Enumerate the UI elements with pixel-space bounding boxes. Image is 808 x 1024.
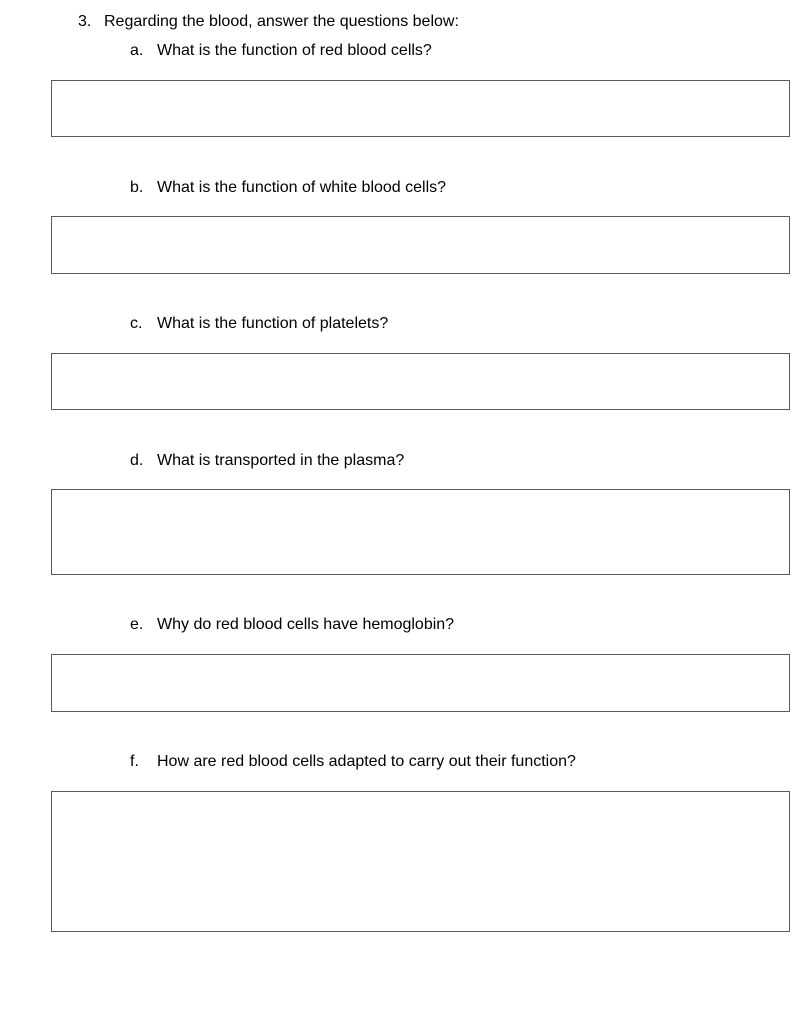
subquestion-letter: a.: [130, 42, 144, 59]
answer-box-c[interactable]: [51, 353, 790, 410]
subquestion-text: What is the function of platelets?: [157, 315, 389, 332]
answer-box-f[interactable]: [51, 791, 790, 932]
subquestion-d: [130, 451, 404, 471]
answer-box-e[interactable]: [51, 654, 790, 712]
question-number: 3.: [78, 13, 92, 30]
answer-box-b[interactable]: [51, 216, 790, 274]
subquestion-text: What is the function of white blood cells?: [157, 179, 447, 196]
subquestion-letter: f.: [130, 753, 139, 770]
answer-box-d[interactable]: [51, 489, 790, 575]
subquestion-e: [130, 615, 454, 635]
question-text: Regarding the blood, answer the questions below:: [104, 13, 459, 30]
subquestion-letter: b.: [130, 179, 144, 196]
subquestion-a: [130, 41, 432, 61]
subquestion-c: [130, 314, 388, 334]
subquestion-text: Why do red blood cells have hemoglobin?: [157, 616, 455, 633]
subquestion-text: What is the function of red blood cells?: [157, 42, 432, 59]
subquestion-letter: e.: [130, 616, 144, 633]
subquestion-letter: c.: [130, 315, 143, 332]
question-heading: [78, 12, 459, 32]
subquestion-letter: d.: [130, 452, 144, 469]
subquestion-f: [130, 752, 576, 772]
answer-box-a[interactable]: [51, 80, 790, 137]
subquestion-b: [130, 178, 446, 198]
subquestion-text: How are red blood cells adapted to carry out their function?: [157, 753, 576, 770]
subquestion-text: What is transported in the plasma?: [157, 452, 405, 469]
